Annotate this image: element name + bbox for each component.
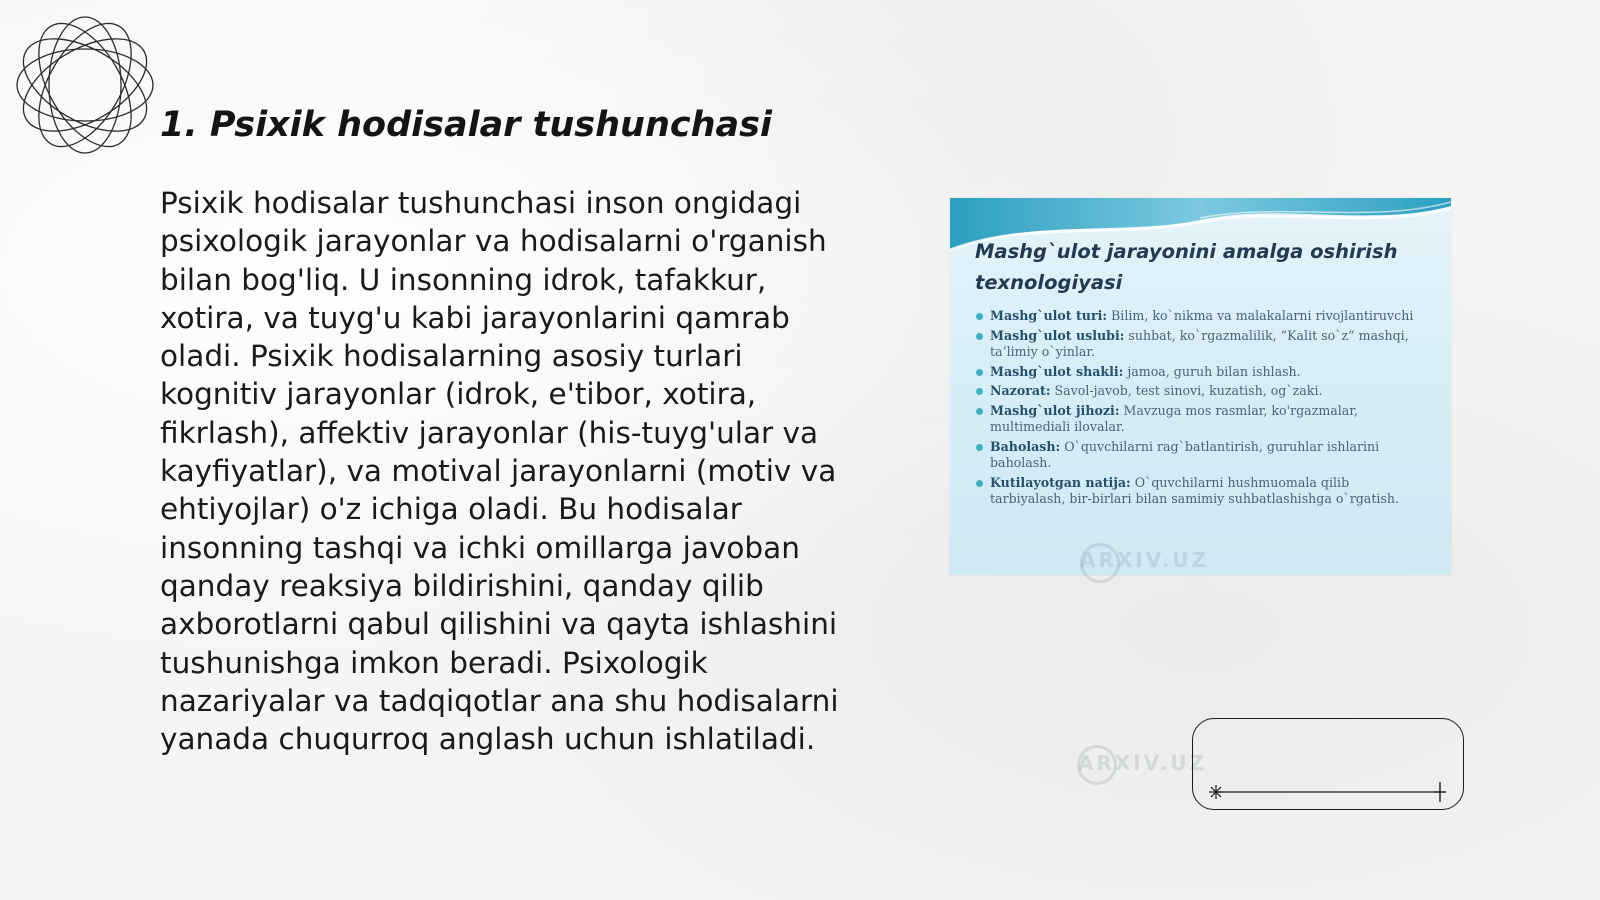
card-item-label: Kutilayotgan natija: <box>990 474 1131 490</box>
card-item-label: Mashg`ulot uslubi: <box>990 327 1125 343</box>
card-list-item <box>976 475 1426 508</box>
card-item-text: suhbat, ko`rgazmalilik, “Kalit so`z” mashqi, ta’limiy o`yinlar. <box>990 327 1409 359</box>
card-item-label: Baholash: <box>990 438 1061 454</box>
bullet-icon <box>976 369 983 376</box>
orbit-circles-icon <box>10 10 160 160</box>
card-list-item <box>976 403 1426 436</box>
slide-title: 1. Psixik hodisalar tushunchasi <box>160 105 772 145</box>
card-item-label: Mashg`ulot jihozi: <box>990 402 1120 418</box>
bullet-icon <box>976 444 983 451</box>
card-item-text: Savol-javob, test sinovi, kuzatish, og`zaki. <box>1050 383 1323 398</box>
sparkle-icon <box>1209 785 1223 799</box>
card-item-text: O`quvchilarni hushmuomala qilib tarbiyalash, bir-birlari bilan samimiy suhbatlashishga o`rgatish. <box>990 474 1399 506</box>
slide-body-text: Psixik hodisalar tushunchasi inson ongidagi psixologik jarayonlar va hodisalarni o'rganish bilan bog'liq. U insonning idrok, tafakkur, xotira, va tuyg'u kabi jarayonlarini qamrab oladi. Psixik hodisalarning asosiy turlari kognitiv jarayonlar (idrok, e'tibor, xotira, fikrlash), affektiv jarayonlar (his-tuyg'ular va kayfiyatlar), va motival jarayonlarni (motiv va ehtiyojlar) o'z ichiga oladi. Bu hodisalar insonning tashqi va ichki omillarga javoban qanday reaksiya bildirishini, qanday qilib axborotlarni qabul qilishini va qayta ishlashini tushunishga imkon beradi. Psixologik nazariyalar va tadqiqotlar ana shu hodisalarni yanada chuqurroq anglash uchun ishlatiladi. <box>160 186 839 757</box>
card-list-item <box>976 439 1426 472</box>
card-item-label: Nazorat: <box>990 383 1051 398</box>
card-list-item <box>976 308 1426 325</box>
card-item-text: jamoa, guruh bilan ishlash. <box>1123 363 1301 379</box>
star-icon <box>1434 782 1446 802</box>
card-item-text: Bilim, ko`nikma va malakalarni rivojlantiruvchi <box>1107 308 1414 323</box>
bullet-icon <box>976 408 983 415</box>
decorative-star-line <box>1210 782 1450 802</box>
card-item-text: O`quvchilarni rag`batlantirish, guruhlar ishlarini baholash. <box>990 438 1380 470</box>
info-card-image <box>950 198 1451 775</box>
bullet-icon <box>976 333 983 340</box>
card-list-item <box>976 328 1426 361</box>
card-title: Mashg`ulot jarayonini amalga oshirish texnologiyasi <box>975 240 1398 294</box>
bullet-icon <box>976 313 983 320</box>
card-item-text: Mavzuga mos rasmlar, ko'rgazmalar, multimediali ilovalar. <box>990 402 1358 434</box>
card-item-label: Mashg`ulot turi: <box>990 308 1108 323</box>
bullet-icon <box>976 480 983 487</box>
card-list-item <box>976 383 1426 400</box>
card-watermark: ARXIV.UZ <box>1080 548 1209 572</box>
bullet-icon <box>976 388 983 395</box>
card-item-label: Mashg`ulot shakli: <box>990 363 1124 379</box>
card-list-item <box>976 364 1426 381</box>
card-watermark: ARXIV.UZ <box>1078 751 1207 775</box>
card-list <box>976 308 1426 511</box>
